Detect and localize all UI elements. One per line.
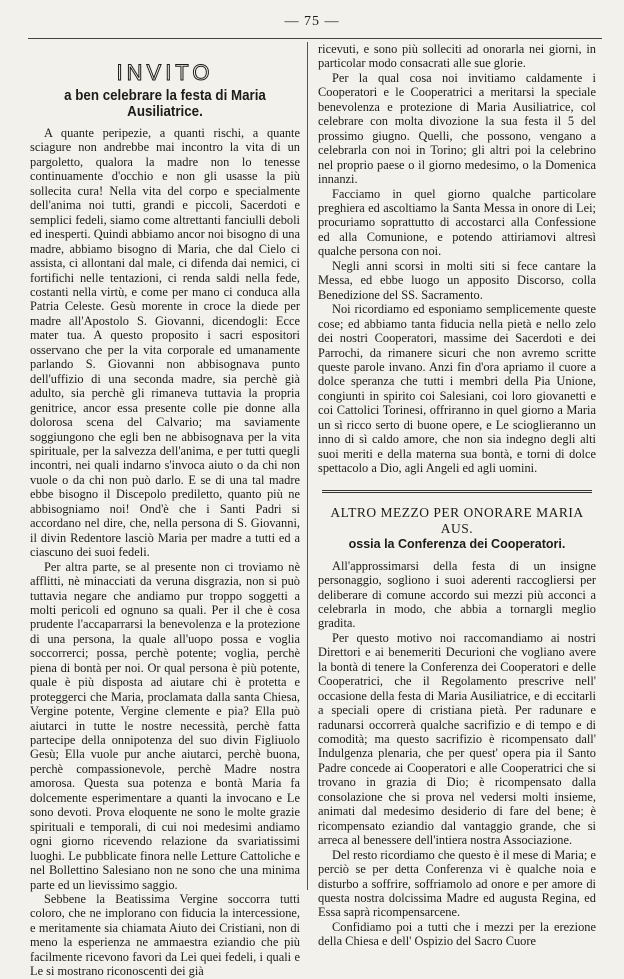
section-divider	[322, 490, 592, 493]
section-subtitle: ossia la Conferenza dei Cooperatori.	[348, 536, 566, 551]
article-subtitle: a ben celebrare la festa di Maria Ausiliatrice.	[64, 88, 266, 120]
paragraph: A quante peripezie, a quanti rischi, a quante sciagure non andrebbe mai incontro la vita di un pargoletto, qualora la madre non lo tenesse continuamente d'occhio e non gli usasse la più sollecita cura! Nella vita del corpo e specialmente dell'anima noi tutti, grandi e piccoli, Sacerdoti e semplici fedeli, siamo come altrettanti fanciulli deboli ed inesperti. Quindi abbiamo ancor noi bisogno di una madre, abbiamo bisogno di Maria, che dal Cielo ci assista, ci allontani dal male, ci difenda dai nemici, ci fortifichi nelle tentazioni, ci renda saldi nella fede, costanti nella virtù, e come per mano ci conduca alla Patria Celeste. Gesù morente in croce la diede per madre all'Apostolo S. Giovanni, dicendogli: Ecce mater tua. A questo proposito i sacri espositori osservano che per la vita corporale ed umanamente parlando S. Giovanni non abbisognava punto dell'uffizio di una seconda madre, sia perchè già adulto, sia perchè gli rimaneva tuttavia la propria genitrice, ancor essa presente colle pie donne alla dolorosa scena del Calvario; ma saviamente soggiungono che egli ben ne abbisognava per la vita spirituale, per la salvezza dell'anima, e per tutti quegli incontri, nei quali indarno s'invoca aiuto o da chi non vuole o da chi non può darlo. E se di una tal madre ebbe bisogno il Discepolo prediletto, quanto più ne abbisogniamo noi! Ond'è che i Santi Padri si accordano nel dire, che, nella persona di S. Giovanni, il divin Redentore lasciò Maria per madre a tutti ed a ciascuno dei suoi fedeli.	[30, 126, 300, 560]
column-divider	[307, 42, 308, 890]
paragraph: Negli anni scorsi in molti siti si fece cantare la Messa, ed ebbe luogo un apposito Discorso, colla Benedizione del SS. Sacramento.	[318, 258, 596, 302]
paragraph: ricevuti, e sono più solleciti ad onorarla nei giorni, in particolar modo consacrati alle sue glorie.	[318, 42, 596, 71]
paragraph: Per altra parte, se al presente non ci troviamo nè afflitti, nè minacciati da veruna disgrazia, non si può tuttavia negare che andiamo pur troppo soggetti a molti pericoli ed ognuno sa quali. Per il che è cosa prudente l'accaparrarsi la benevolenza e la protezione di una persona, la quale all'uopo possa e voglia soccorrerci; possa, perchè potente; voglia, perchè piena di bontà per noi. Or qual persona è più potente, quale è più disposta ad aiutare chi è protetta e proteggerci che Maria, proclamata dalla santa Chiesa, Vergine potente, Vergine clemente e pia? Ella può aiutarci in tutte le nostre necessità, perchè fatta partecipe della onnipotenza del suo divin Figliuolo Gesù; Ella vuole pur anche aiutarci, perchè buona, perchè compassionevole, perchè Madre nostra amorosa. Questa sua potenza e bontà Maria fa dolcemente esperimentare a quanti la invocano e Le sono devoti. Prova eloquente ne sono le molte grazie spirituali e temporali, di cui noi medesimi andiamo ogni giorno ricevendo relazione da svariatissimi luoghi. Le pubblicate finora nelle Letture Cattoliche e nel Bollettino Salesiano non ne sono che una minima parte ed un lievissimo saggio.	[30, 559, 300, 892]
left-column	[30, 42, 300, 979]
section-title: ALTRO MEZZO PER ONORARE MARIA AUS.	[330, 504, 584, 536]
paragraph: Facciamo in quel giorno qualche particolare preghiera ed ascoltiamo la Santa Messa in onore di Lei; procuriamo soprattutto di accostarci alla Confessione ed alla Comunione, e potendo attiriamovi altresì qualche persona con noi.	[318, 186, 596, 259]
paragraph: Noi ricordiamo ed esponiamo semplicemente queste cose; ed abbiamo tanta fiducia nella pietà e nello zelo dei nostri Cooperatori, massime dei Sacerdoti e dei Parrochi, da rimanere sicuri che non avremo scritte queste parole invano. Anzi fin d'ora apriamo il cuore a dolce speranza che tutti i membri della Pia Unione, congiunti in spirito coi Salesiani, coi loro giovanetti e coi Cattolici Torinesi, offriranno in quel giorno a Maria un sì ricco serto di buone opere, e Le scioglieranno un inno di sì caldo amore, che non sia indegno degli alti suoi meriti e della materna sua bontà, e torni di dolce spettacolo a Dio, agli Angeli ed agli uomini.	[318, 302, 596, 476]
paragraph: Per la qual cosa noi invitiamo caldamente i Cooperatori e le Cooperatrici a meritarsi la speciale benevolenza e protezione di Maria Ausiliatrice, col celebrare con molta divozione la sua festa il 5 del prossimo giugno. Quelli, che possono, vengano a celebrarla con noi in Torino; gli altri poi la celebrino nel proprio paese o il giorno medesimo, o la Domenica innanzi.	[318, 70, 596, 187]
paragraph: Per questo motivo noi raccomandiamo ai nostri Direttori e ai benemeriti Decurioni che vogliano avere la bontà di tenere la Conferenza dei Cooperatori e delle Cooperatrici, che il Regolamento prescrive nell' occasione della festa di Maria Ausiliatrice, e di eccitarli a speciali opere di cristiana pietà. Per radunare e radunarsi occorrerà qualche sacrifizio e di tempo e di comodità; ma questo sacrifizio è ricompensato dall' Indulgenza plenaria, che per quest' opera pia il Santo Padre concede ai Cooperatori e alle Cooperatrici che si trovano in grazia di Dio; è ricompensato dalla consolazione che si prova nel vedersi molti insieme, animati dal medesimo desiderio di fare del bene; è ricompensato eziandio dal vantaggio grande, che si arreca al benessere dell'intiera nostra Associazione.	[318, 630, 596, 848]
paragraph: All'approssimarsi della festa di un insigne personaggio, sogliono i suoi aderenti raccogliersi per deliberare di comune accordo sui mezzi più acconci a celebrarla in modo, che abbia a tornargli meglio gradita.	[318, 558, 596, 631]
article-title: INVITO	[116, 60, 214, 85]
paragraph: Sebbene la Beatissima Vergine soccorra tutti coloro, che ne implorano con fiducia la intercessione, e meritamente sia chiamata Aiuto dei Cristiani, non di meno la esperienza ne ammaestra eziandio che più facilmente ricevono favori da Lei quei fedeli, i quali e Le si mostrano riconoscenti dei già	[30, 892, 300, 979]
page-number: — 75 —	[284, 14, 340, 29]
right-column	[318, 42, 596, 949]
paragraph: Del resto ricordiamo che questo è il mese di Maria; e perciò se per detta Conferenza vi è qualche noia e disturbo a soffrire, soffriamolo ad onore e per amore di questa nostra dolcissima Madre ed augusta Regina, ed Essa saprà ricompensarcene.	[318, 847, 596, 920]
paragraph: Confidiamo poi a tutti che i mezzi per la erezione della Chiesa e dell' Ospizio del Sacro Cuore	[318, 919, 596, 949]
header-rule	[28, 38, 602, 39]
